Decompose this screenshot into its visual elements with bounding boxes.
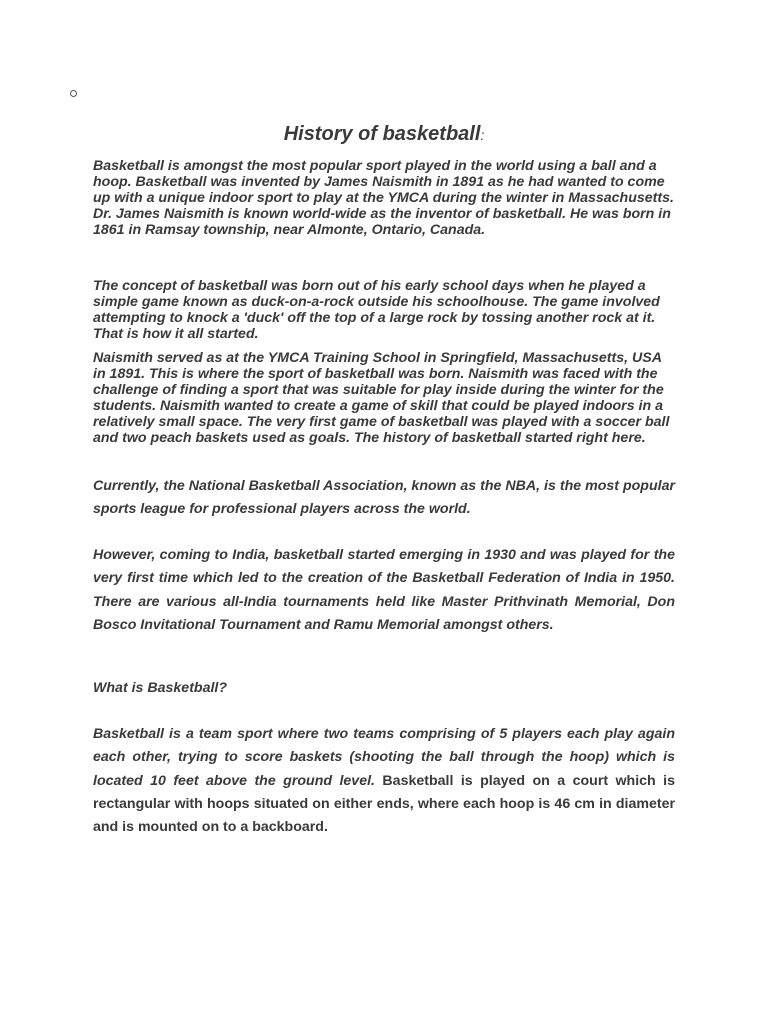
bullet-mark xyxy=(70,90,77,97)
paragraph-definition-upright: Basketball is played on a court which is rectangular with hoops situated on either ends, where each hoop is 46 cm in diameter and is mounted on to a backboard. xyxy=(93,772,676,836)
page-title xyxy=(0,123,768,146)
paragraph-ymca-origin: Naismith served as at the YMCA Training School in Springfield, Massachusetts, USA in 1891. This is where the sport of basketball was born. Naismith was faced with the challenge of finding a sport that was suitable for play inside during the winter for the students. Naismith wanted to create a game of skill that could be played indoors in a relatively small space. The very first game of basketball was played with a soccer ball and two peach baskets used as goals. The history of basketball started right here. xyxy=(93,350,670,446)
page-title-colon: : xyxy=(480,127,485,144)
paragraph-definition xyxy=(93,723,675,839)
paragraph-india: However, coming to India, basketball started emerging in 1930 and was played for the very first time which led to the creation of the Basketball Federation of India in 1950. There are various all-India tournaments held like Master Prithvinath Memorial, Don Bosco Invitational Tournament and Ramu Memorial amongst others. xyxy=(93,547,675,633)
paragraph-invention: Basketball is amongst the most popular sport played in the world using a ball and a hoop. Basketball was invented by James Naismith in 1891 as he had wanted to come up with a unique indoor sport to play at the YMCA during the winter in Massachusetts. Dr. James Naismith is known world-wide as the inventor of basketball. He was born in 1861 in Ramsay township, near Almonte, Ontario, Canada. xyxy=(93,158,674,238)
paragraph-nba: Currently, the National Basketball Association, known as the NBA, is the most popular sports league for professional players across the world. xyxy=(93,478,675,518)
paragraph-definition-italic: Basketball is a team sport where two teams comprising of 5 players each play again each other, trying to score baskets (shooting the ball through the hoop) which is located 10 feet above the ground level. xyxy=(93,726,675,789)
section-heading-what-is-basketball: What is Basketball? xyxy=(93,680,228,696)
page-title-text: History of basketball xyxy=(283,123,481,146)
paragraph-duck-on-a-rock: The concept of basketball was born out of his early school days when he played a simple game known as duck-on-a-rock outside his schoolhouse. The game involved attempting to knock a 'duck' off the top of a large rock by tossing another rock at it. That is how it all started. xyxy=(93,278,660,342)
